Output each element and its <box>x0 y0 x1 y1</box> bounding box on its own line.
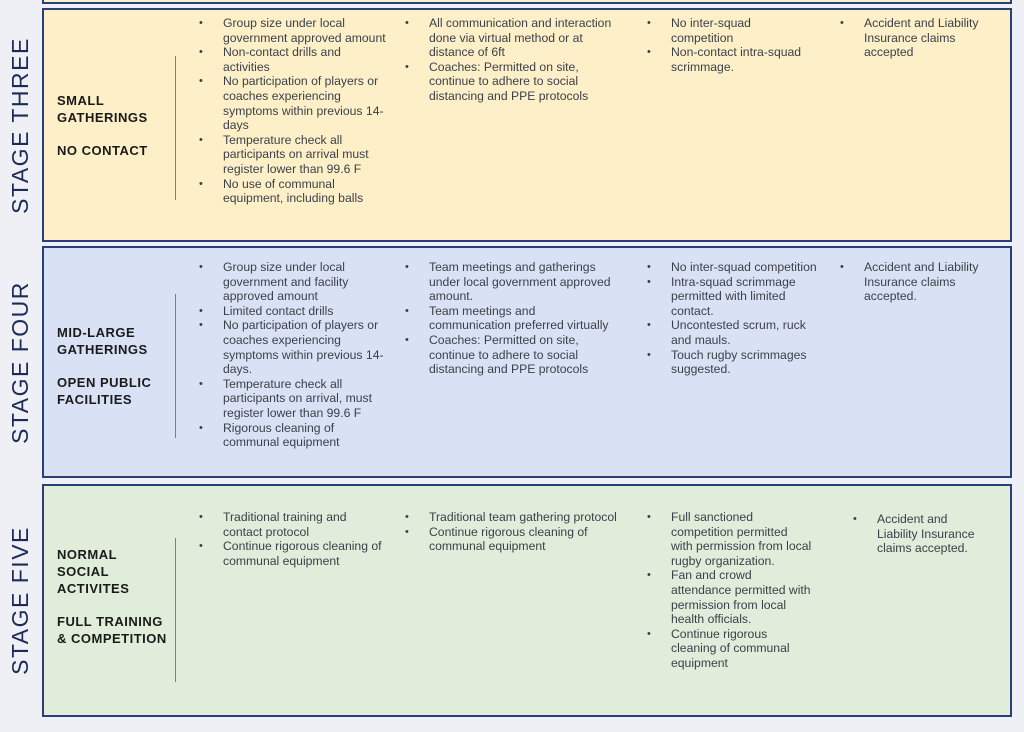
stage-four-heading-1: MID-LARGE GATHERINGS <box>57 325 148 357</box>
stage-three-col-4 <box>840 16 980 60</box>
list-item: • Traditional team gathering protocol <box>405 510 620 525</box>
list-item: • No inter-squad competition <box>647 260 822 275</box>
stage-four-label-text: STAGE FOUR <box>6 280 33 444</box>
stage-five-col-2 <box>405 510 620 554</box>
list-item: • Continue rigorous cleaning of communal equipment <box>405 525 620 554</box>
stage-five-heading-2: FULL TRAINING & COMPETITION <box>57 614 167 646</box>
stage-four-col-2 <box>405 260 620 377</box>
stage-four-label <box>0 246 40 478</box>
list-item: • Traditional training and contact protocol <box>199 510 389 539</box>
stage-five-divider <box>175 538 176 682</box>
stage-five-panel <box>42 484 1012 717</box>
stage-five-col-3 <box>647 510 812 671</box>
list-item: • Fan and crowd attendance permitted with permission from local health officials. <box>647 568 812 626</box>
stage-three-label <box>0 8 40 242</box>
stage-four-col-1 <box>199 260 389 450</box>
list-item: • Group size under local government approved amount <box>199 16 389 45</box>
stage-three-divider <box>175 56 176 200</box>
list-item: • Touch rugby scrimmages suggested. <box>647 348 822 377</box>
list-item: • Group size under local government and facility approved amount <box>199 260 389 304</box>
stage-three-col-2 <box>405 16 620 104</box>
stage-four-col-4 <box>840 260 980 304</box>
stage-five-headings <box>57 546 167 647</box>
previous-panel-edge <box>42 0 1012 4</box>
stage-three-heading-2: NO CONTACT <box>57 143 148 158</box>
list-item: • No participation of players or coaches experiencing symptoms within previous 14-days <box>199 74 389 132</box>
list-item: • Non-contact drills and activities <box>199 45 389 74</box>
stage-four-col-3 <box>647 260 822 377</box>
list-item: • Non-contact intra-squad scrimmage. <box>647 45 812 74</box>
stage-five-col-1 <box>199 510 389 568</box>
list-item: • No use of communal equipment, including balls <box>199 177 389 206</box>
list-item: • Continue rigorous cleaning of communal equipment <box>647 627 812 671</box>
stage-four-heading-2: OPEN PUBLIC FACILITIES <box>57 375 152 407</box>
list-item: • Team meetings and communication preferred virtually <box>405 304 620 333</box>
list-item: • Temperature check all participants on arrival, must register lower than 99.6 F <box>199 377 389 421</box>
list-item: • Limited contact drills <box>199 304 389 319</box>
list-item: • Rigorous cleaning of communal equipment <box>199 421 389 450</box>
list-item: • No participation of players or coaches experiencing symptoms within previous 14-days. <box>199 318 389 376</box>
stage-four-panel <box>42 246 1012 478</box>
stage-five-label-text: STAGE FIVE <box>6 526 33 675</box>
list-item: • Continue rigorous cleaning of communal equipment <box>199 539 389 568</box>
stage-three-panel <box>42 8 1012 242</box>
list-item: • Coaches: Permitted on site, continue to adhere to social distancing and PPE protocols <box>405 60 620 104</box>
list-item: • Uncontested scrum, ruck and mauls. <box>647 318 822 347</box>
stage-five-heading-1: NORMAL SOCIAL ACTIVITES <box>57 547 130 596</box>
list-item: • Coaches: Permitted on site, continue to adhere to social distancing and PPE protocols <box>405 333 620 377</box>
stage-three-headings <box>57 92 167 159</box>
list-item: • Accident and Liability Insurance claims accepted <box>840 16 980 60</box>
list-item: • Accident and Liability Insurance claims accepted. <box>853 512 983 556</box>
list-item: • All communication and interaction done via virtual method or at distance of 6ft <box>405 16 620 60</box>
list-item: • Intra-squad scrimmage permitted with limited contact. <box>647 275 822 319</box>
stage-three-label-text: STAGE THREE <box>6 36 33 214</box>
stage-three-col-1 <box>199 16 389 206</box>
stage-four-headings <box>57 324 167 408</box>
list-item: • Full sanctioned competition permitted with permission from local rugby organization. <box>647 510 812 568</box>
list-item: • Temperature check all participants on arrival must register lower than 99.6 F <box>199 133 389 177</box>
stage-three-col-3 <box>647 16 812 74</box>
list-item: • Accident and Liability Insurance claims accepted. <box>840 260 980 304</box>
stage-three-heading-1: SMALL GATHERINGS <box>57 93 148 125</box>
stage-four-divider <box>175 294 176 438</box>
stage-five-col-4 <box>853 512 983 556</box>
list-item: • Team meetings and gatherings under local government approved amount. <box>405 260 620 304</box>
list-item: • No inter-squad competition <box>647 16 812 45</box>
stage-five-label <box>0 484 40 717</box>
